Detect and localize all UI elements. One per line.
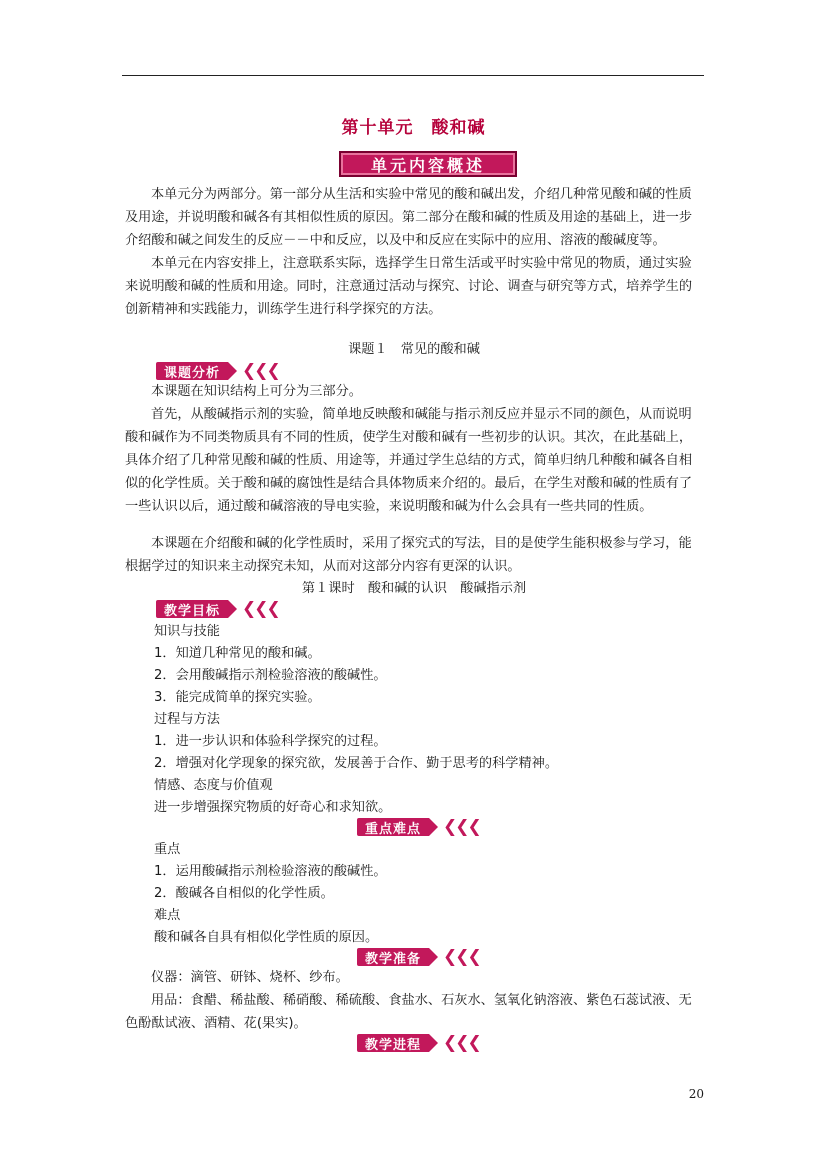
overview-paragraph-2: 本单元在内容安排上，注意联系实际，选择学生日常生活或平时实验中常见的物质，通过实验来说明酸和碱的性质和用途。同时，注意通过活动与探究、讨论、调查与研究等方式，培养学生的创新精神和实践能力，训练学生进行科学探究的方法。 [125,256,693,317]
key-points-tag-label: 重点难点 [357,818,429,836]
analysis-tag-label: 课题分析 [156,362,228,380]
key-item-2: 2．酸碱各自相似的化学性质。 [154,886,334,901]
key-heading: 重点 [154,842,181,857]
knowledge-item-3: 3．能完成简单的探究实验。 [154,690,321,705]
header-rule [122,75,704,76]
process-tag [357,1034,480,1052]
unit-number: 第十单元 [341,118,414,138]
analysis-paragraph-2: 首先，从酸碱指示剂的实验，简单地反映酸和碱能与指示剂反应并显示不同的颜色，从而说明酸和碱作为不同类物质具有不同的性质，使学生对酸和碱有一些初步的认识。其次，在此基础上，具体介绍了几种常见酸和碱的性质、用途等，并通过学生总结的方式，简单归纳几种酸和碱各自相似的化学性质。关于酸和碱的腐蚀性是结合具体物质来介绍的。最后，在学生对酸和碱的性质有了一些认识以后，通过酸和碱溶液的导电实验，来说明酸和碱为什么会具有一些共同的性质。 [125,407,693,514]
difficulty-heading: 难点 [154,908,181,923]
difficulty-item-1: 酸和碱各自具有相似化学性质的原因。 [154,930,379,945]
preparation-tag-label: 教学准备 [357,948,429,966]
goals-tag-label: 教学目标 [156,600,228,618]
lesson-title: 课题１ 常见的酸和碱 [348,342,480,357]
unit-name: 酸和碱 [431,118,486,138]
knowledge-item-1: 1．知道几种常见的酸和碱。 [154,646,321,661]
analysis-tag [156,362,279,380]
method-item-2: 2．增强对化学现象的探究欲，发展善于合作、勤于思考的科学精神。 [154,756,559,771]
method-heading: 过程与方法 [154,712,220,727]
chevrons-icon: ❮❮❮ [242,599,279,619]
chevrons-icon: ❮❮❮ [443,817,480,837]
knowledge-item-2: 2．会用酸碱指示剂检验溶液的酸碱性。 [154,668,387,683]
goals-tag [156,600,279,618]
key-points-tag [357,818,480,836]
overview-banner-label: 单元内容概述 [370,155,485,175]
chevrons-icon: ❮❮❮ [242,361,279,381]
preparation-tag [357,948,480,966]
knowledge-heading: 知识与技能 [154,624,220,639]
key-item-1: 1．运用酸碱指示剂检验溶液的酸碱性。 [154,864,387,879]
emotion-item-1: 进一步增强探究物质的好奇心和求知欲。 [154,800,392,815]
process-tag-label: 教学进程 [357,1034,429,1052]
page-number: 20 [688,1087,704,1101]
chevrons-icon: ❮❮❮ [443,947,480,967]
unit-title [0,113,827,138]
analysis-paragraph-3: 本课题在介绍酸和碱的化学性质时，采用了探究式的写法，目的是使学生能积极参与学习，能根据学过的知识来主动探究未知，从而对这部分内容有更深的认识。 [125,536,692,574]
emotion-heading: 情感、态度与价值观 [154,778,273,793]
period-title: 第１课时 酸和碱的认识 酸碱指示剂 [301,581,527,596]
overview-paragraph-1: 本单元分为两部分。第一部分从生活和实验中常见的酸和碱出发，介绍几种常见酸和碱的性质及用途，并说明酸和碱各有其相似性质的原因。第二部分在酸和碱的性质及用途的基础上，进一步介绍酸和碱之间发生的反应－－中和反应，以及中和反应在实际中的应用、溶液的酸碱度等。 [125,187,693,248]
materials-line: 用品：食醋、稀盐酸、稀硝酸、稀硫酸、食盐水、石灰水、氢氧化钠溶液、紫色石蕊试液、无色酚酞试液、酒精、花(果实)。 [125,993,692,1031]
instruments-line: 仪器：滴管、研钵、烧杯、纱布。 [151,970,349,985]
chevrons-icon: ❮❮❮ [443,1033,480,1053]
analysis-paragraph-1: 本课题在知识结构上可分为三部分。 [151,384,362,399]
method-item-1: 1．进一步认识和体验科学探究的过程。 [154,734,387,749]
overview-banner [339,151,517,177]
